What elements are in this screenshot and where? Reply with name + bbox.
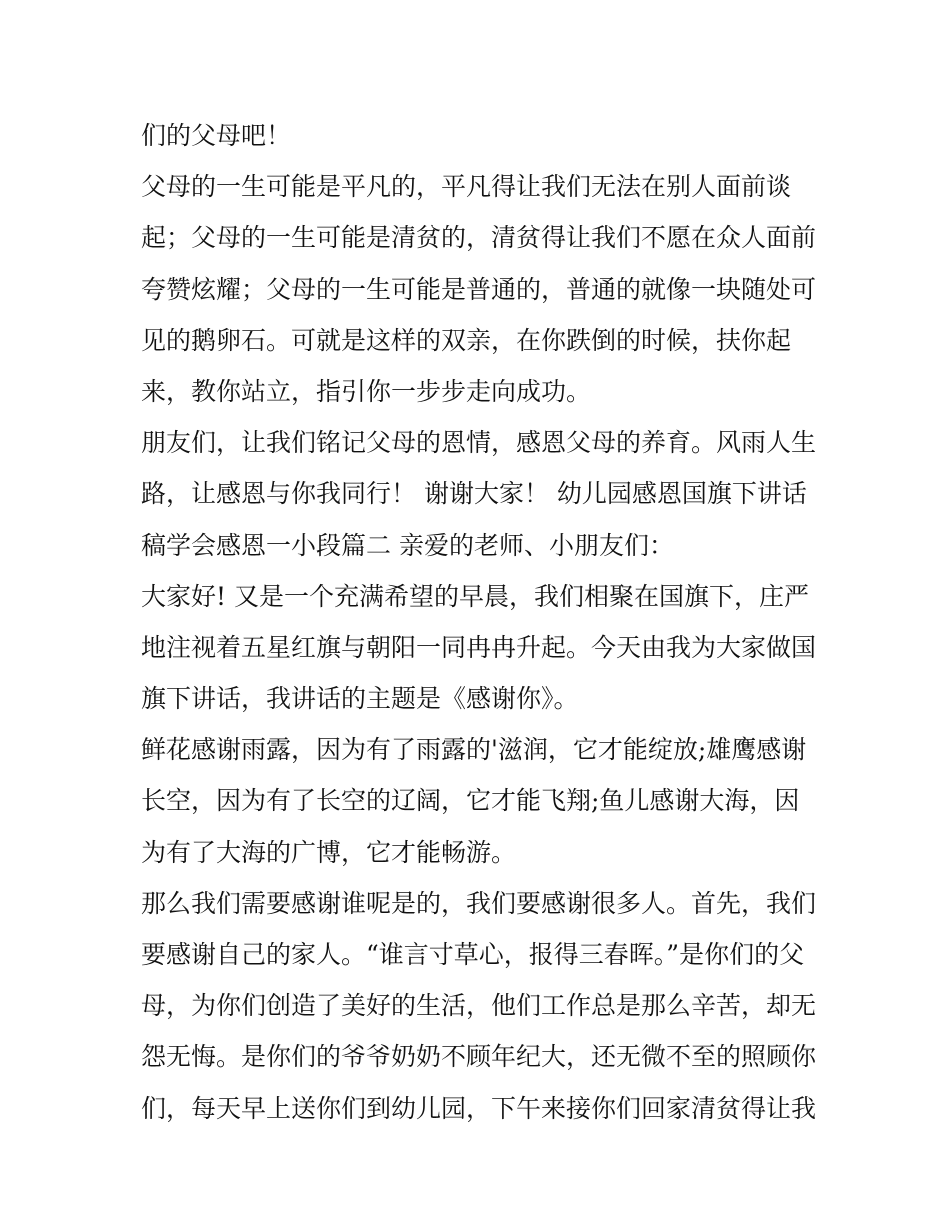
text-line: 长空，因为有了长空的辽阔，它才能飞翔;鱼儿感谢大海，因 (141, 786, 800, 816)
text-line: 鲜花感谢雨露，因为有了雨露的'滋润，它才能绽放;雄鹰感谢 (141, 735, 807, 765)
text-line: 为有了大海的广博，它才能畅游。 (141, 837, 517, 867)
text-line: 地注视着五星红旗与朝阳一同冉冉升起。今天由我为大家做国 (141, 632, 817, 662)
text-line: 朋友们，让我们铭记父母的恩情，感恩父母的养育。风雨人生 (141, 428, 817, 458)
text-line: 路，让感恩与你我同行！ 谢谢大家！ 幼儿园感恩国旗下讲话 (141, 479, 807, 509)
text-line: 来，教你站立，指引你一步步走向成功。 (141, 376, 592, 406)
text-line: 起；父母的一生可能是清贫的，清贫得让我们不愿在众人面前 (141, 223, 817, 253)
text-line: 父母的一生可能是平凡的，平凡得让我们无法在别人面前谈 (141, 172, 792, 202)
text-line: 旗下讲话，我讲话的主题是《感谢你》。 (141, 684, 579, 714)
text-line: 那么我们需要感谢谁呢是的，我们要感谢很多人。首先，我们 (141, 888, 817, 918)
text-line: 夸赞炫耀；父母的一生可能是普通的，普通的就像一块随处可 (141, 274, 817, 304)
text-line: 们的父母吧！ (141, 121, 292, 150)
text-line: 大家好! 又是一个充满希望的早晨，我们相聚在国旗下，庄严 (141, 581, 809, 611)
text-line: 见的鹅卵石。可就是这样的双亲，在你跌倒的时候，扶你起 (141, 325, 792, 355)
text-line: 母，为你们创造了美好的生活，他们工作总是那么辛苦，却无 (141, 991, 817, 1021)
text-line: 稿学会感恩一小段篇二 亲爱的老师、小朋友们： (141, 530, 674, 560)
text-line: 怨无悔。是你们的爷爷奶奶不顾年纪大，还无微不至的照顾你 (141, 1042, 817, 1072)
body-text (141, 110, 821, 1134)
text-line: 要感谢自己的家人。“谁言寸草心，报得三春晖。”是你们的父 (141, 940, 805, 969)
text-line: 们，每天早上送你们到幼儿园，下午来接你们回家清贫得让我 (141, 1093, 817, 1123)
